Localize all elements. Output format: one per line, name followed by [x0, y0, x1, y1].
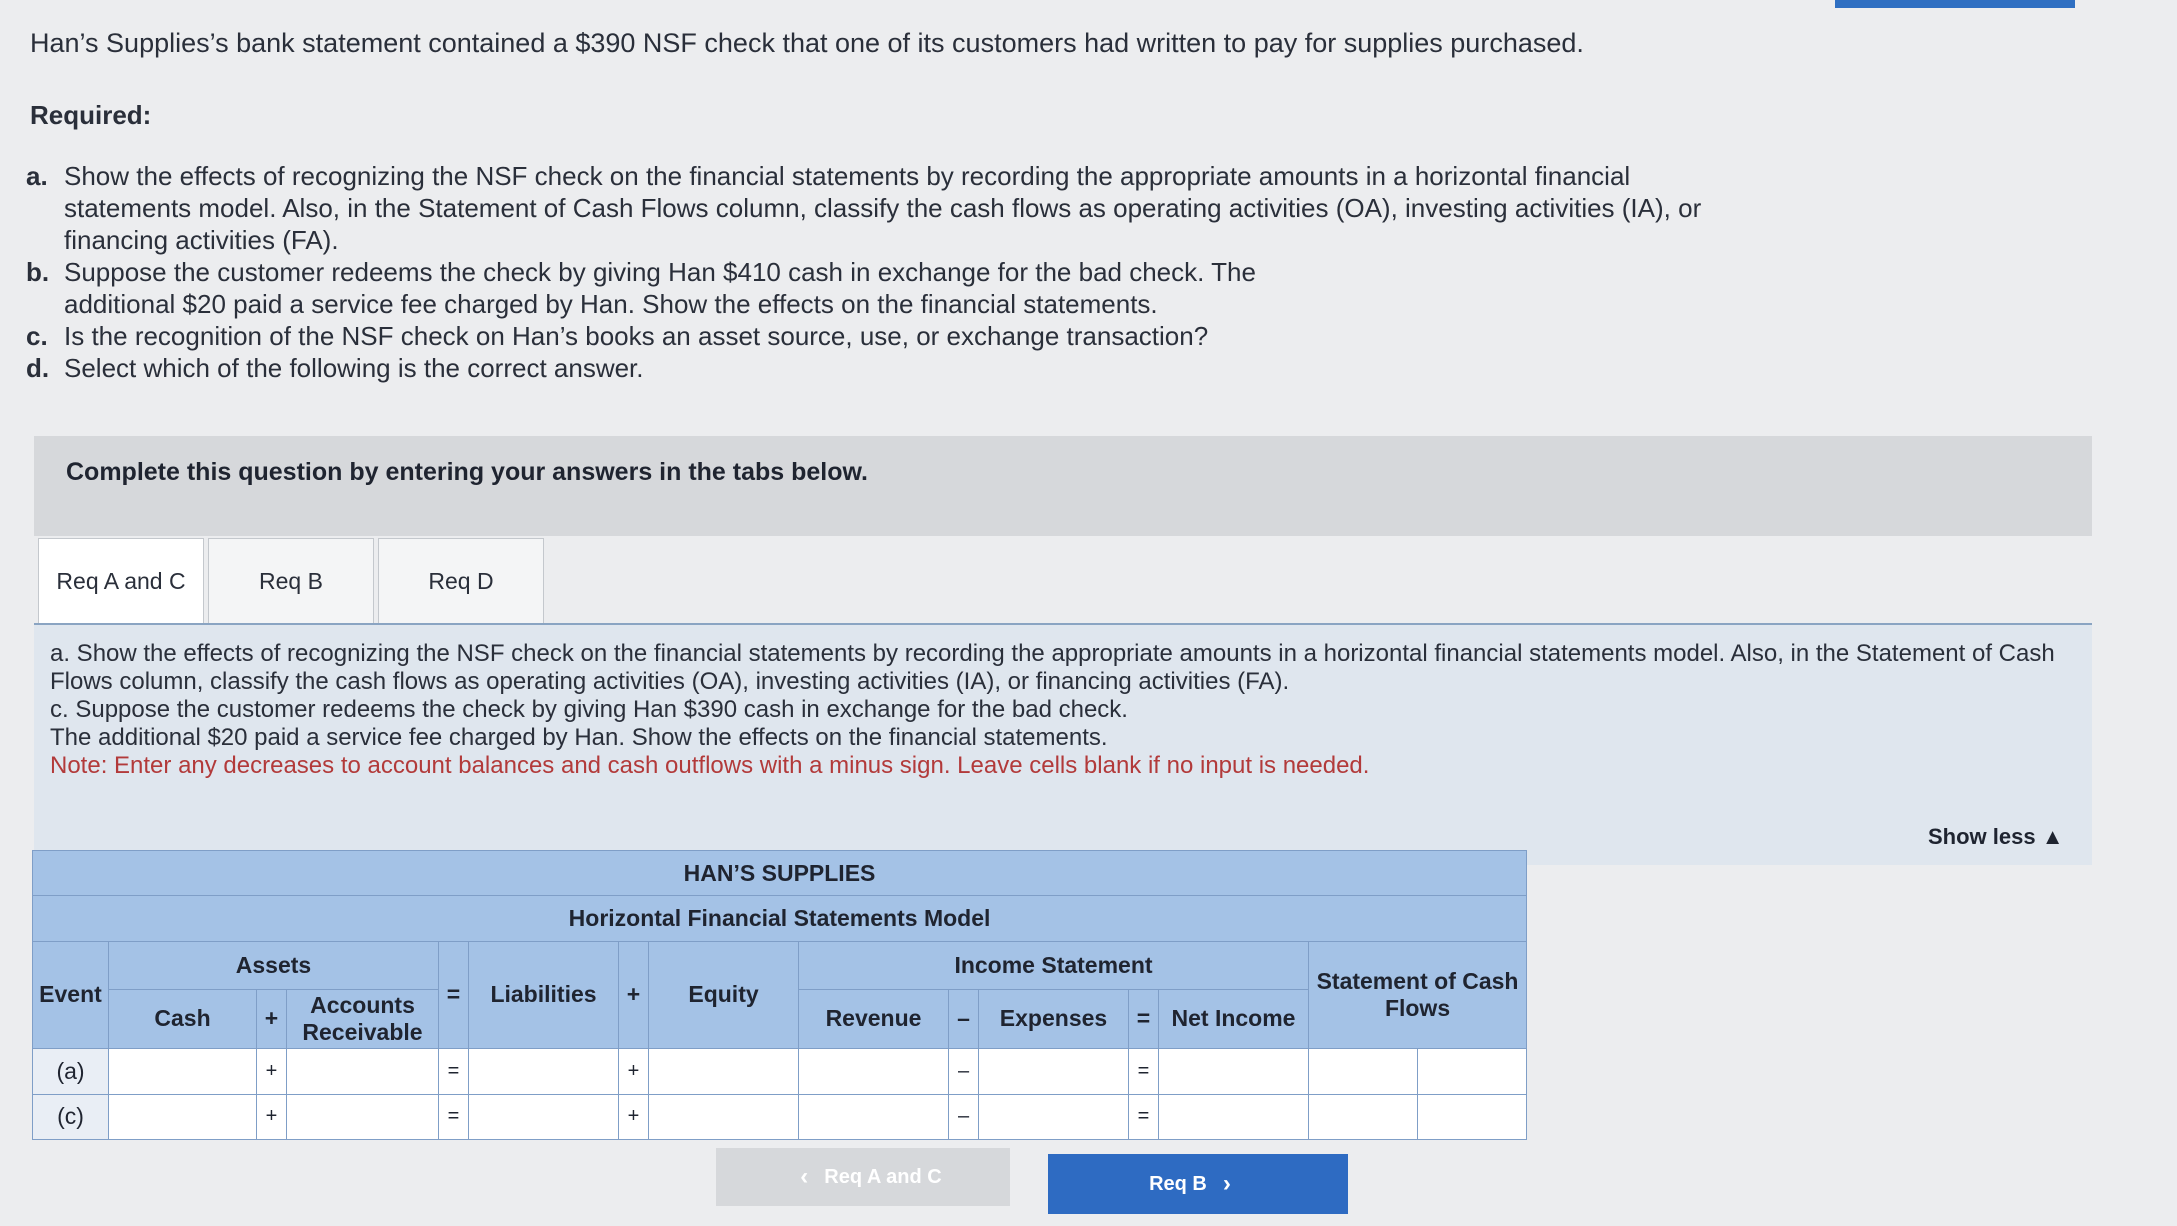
- next-tab-button[interactable]: [1048, 1154, 1348, 1214]
- expenses-input[interactable]: [979, 1094, 1129, 1139]
- table-row: [33, 1094, 1527, 1139]
- model-subtitle: Horizontal Financial Statements Model: [33, 896, 1527, 941]
- tab-req-a-and-c[interactable]: Req A and C: [38, 538, 204, 623]
- tab-instructions: [50, 640, 2090, 780]
- liabilities-header: Liabilities: [469, 941, 619, 1048]
- requirement-text: Suppose the customer redeems the check by giving Han $410 cash in exchange for the bad check. The additional $20 paid a service fee charged by Han. Show the effects on the financial statements.: [64, 257, 1256, 319]
- equals-sign: =: [439, 1094, 469, 1139]
- next-tab-label: Req B: [1149, 1172, 1207, 1195]
- prev-tab-button[interactable]: [716, 1148, 1010, 1206]
- net-income-input[interactable]: [1159, 1094, 1309, 1139]
- chevron-right-icon: ›: [1222, 1170, 1231, 1197]
- table-row: [33, 1049, 1527, 1094]
- equity-header: Equity: [649, 941, 799, 1048]
- assets-header: Assets: [109, 941, 439, 989]
- requirement-letter: a.: [26, 161, 48, 191]
- cash-flow-class-select[interactable]: [1418, 1049, 1527, 1094]
- requirement-a: [26, 160, 1726, 256]
- requirement-text: Select which of the following is the correct answer.: [64, 353, 644, 383]
- required-label: Required:: [30, 100, 152, 130]
- plus-sign: +: [257, 989, 287, 1049]
- income-statement-header: Income Statement: [799, 941, 1309, 989]
- requirement-d: [26, 352, 1726, 384]
- expenses-header: Expenses: [979, 989, 1129, 1049]
- instruction-c-fee: The additional $20 paid a service fee charged by Han. Show the effects on the financial statements.: [50, 724, 1108, 751]
- plus-sign: +: [619, 1049, 649, 1094]
- requirement-letter: b.: [26, 257, 50, 287]
- plus-sign: +: [619, 1094, 649, 1139]
- revenue-input[interactable]: [799, 1049, 949, 1094]
- problem-intro: Han’s Supplies’s bank statement contained a $390 NSF check that one of its customers had written to pay for supplies purchased.: [30, 28, 1584, 58]
- requirement-text: Is the recognition of the NSF check on Han’s books an asset source, use, or exchange transaction?: [64, 321, 1209, 351]
- cash-input[interactable]: [109, 1049, 257, 1094]
- cash-flows-header: Statement of Cash Flows: [1309, 941, 1527, 1048]
- liabilities-input[interactable]: [469, 1094, 619, 1139]
- requirement-text: Show the effects of recognizing the NSF check on the financial statements by recording the appropriate amounts in a horizontal financial statements model. Also, in the Statement of Cash Flows column, classify the cash flows as operating activities (OA), investing activities (IA), or financing activities (FA).: [64, 161, 1702, 255]
- expenses-input[interactable]: [979, 1049, 1129, 1094]
- prev-tab-label: Req A and C: [824, 1165, 942, 1188]
- event-label: (c): [33, 1094, 109, 1139]
- accounts-receivable-input[interactable]: [287, 1094, 439, 1139]
- instruction-note: Note: Enter any decreases to account balances and cash outflows with a minus sign. Leave cells blank if no input is needed.: [50, 752, 1370, 779]
- minus-sign: –: [949, 989, 979, 1049]
- equals-sign: =: [1129, 989, 1159, 1049]
- equals-sign: =: [439, 941, 469, 1048]
- requirement-c: [26, 320, 1726, 352]
- requirement-letter: d.: [26, 353, 50, 383]
- accounts-receivable-header: Accounts Receivable: [287, 989, 439, 1049]
- tab-req-b[interactable]: Req B: [208, 538, 374, 623]
- chevron-left-icon: ‹: [800, 1163, 809, 1190]
- net-income-input[interactable]: [1159, 1049, 1309, 1094]
- top-accent-bar: [1835, 0, 2075, 8]
- liabilities-input[interactable]: [469, 1049, 619, 1094]
- cash-input[interactable]: [109, 1094, 257, 1139]
- tab-req-d[interactable]: Req D: [378, 538, 544, 623]
- instruction-a: a. Show the effects of recognizing the NSF check on the financial statements by recording the appropriate amounts in a horizontal financial statements model. Also, in the Statement of Cash Flows column, classify the cash flows as operating activities (OA), investing activities (IA), or financing activities (FA).: [50, 640, 2055, 695]
- cash-flow-class-select[interactable]: [1418, 1094, 1527, 1139]
- horizontal-model-table: [32, 850, 1527, 1140]
- minus-sign: –: [949, 1094, 979, 1139]
- plus-sign: +: [257, 1094, 287, 1139]
- equity-input[interactable]: [649, 1049, 799, 1094]
- revenue-input[interactable]: [799, 1094, 949, 1139]
- cash-flow-amount-input[interactable]: [1309, 1049, 1418, 1094]
- show-less-link[interactable]: Show less ▲: [1928, 824, 2064, 849]
- tab-bar: [38, 538, 548, 624]
- equals-sign: =: [439, 1049, 469, 1094]
- equals-sign: =: [1129, 1049, 1159, 1094]
- plus-sign: +: [257, 1049, 287, 1094]
- revenue-header: Revenue: [799, 989, 949, 1049]
- instruction-c: c. Suppose the customer redeems the check by giving Han $390 cash in exchange for the bad check.: [50, 696, 1128, 723]
- event-label: (a): [33, 1049, 109, 1094]
- requirement-letter: c.: [26, 321, 48, 351]
- instruction-text: Complete this question by entering your answers in the tabs below.: [66, 458, 868, 486]
- accounts-receivable-input[interactable]: [287, 1049, 439, 1094]
- equals-sign: =: [1129, 1094, 1159, 1139]
- net-income-header: Net Income: [1159, 989, 1309, 1049]
- plus-sign: +: [619, 941, 649, 1048]
- requirement-b: [26, 256, 1726, 320]
- model-title: HAN’S SUPPLIES: [33, 851, 1527, 896]
- event-header: Event: [33, 941, 109, 1048]
- equity-input[interactable]: [649, 1094, 799, 1139]
- cash-header: Cash: [109, 989, 257, 1049]
- requirements-list: [26, 160, 1726, 384]
- cash-flow-amount-input[interactable]: [1309, 1094, 1418, 1139]
- minus-sign: –: [949, 1049, 979, 1094]
